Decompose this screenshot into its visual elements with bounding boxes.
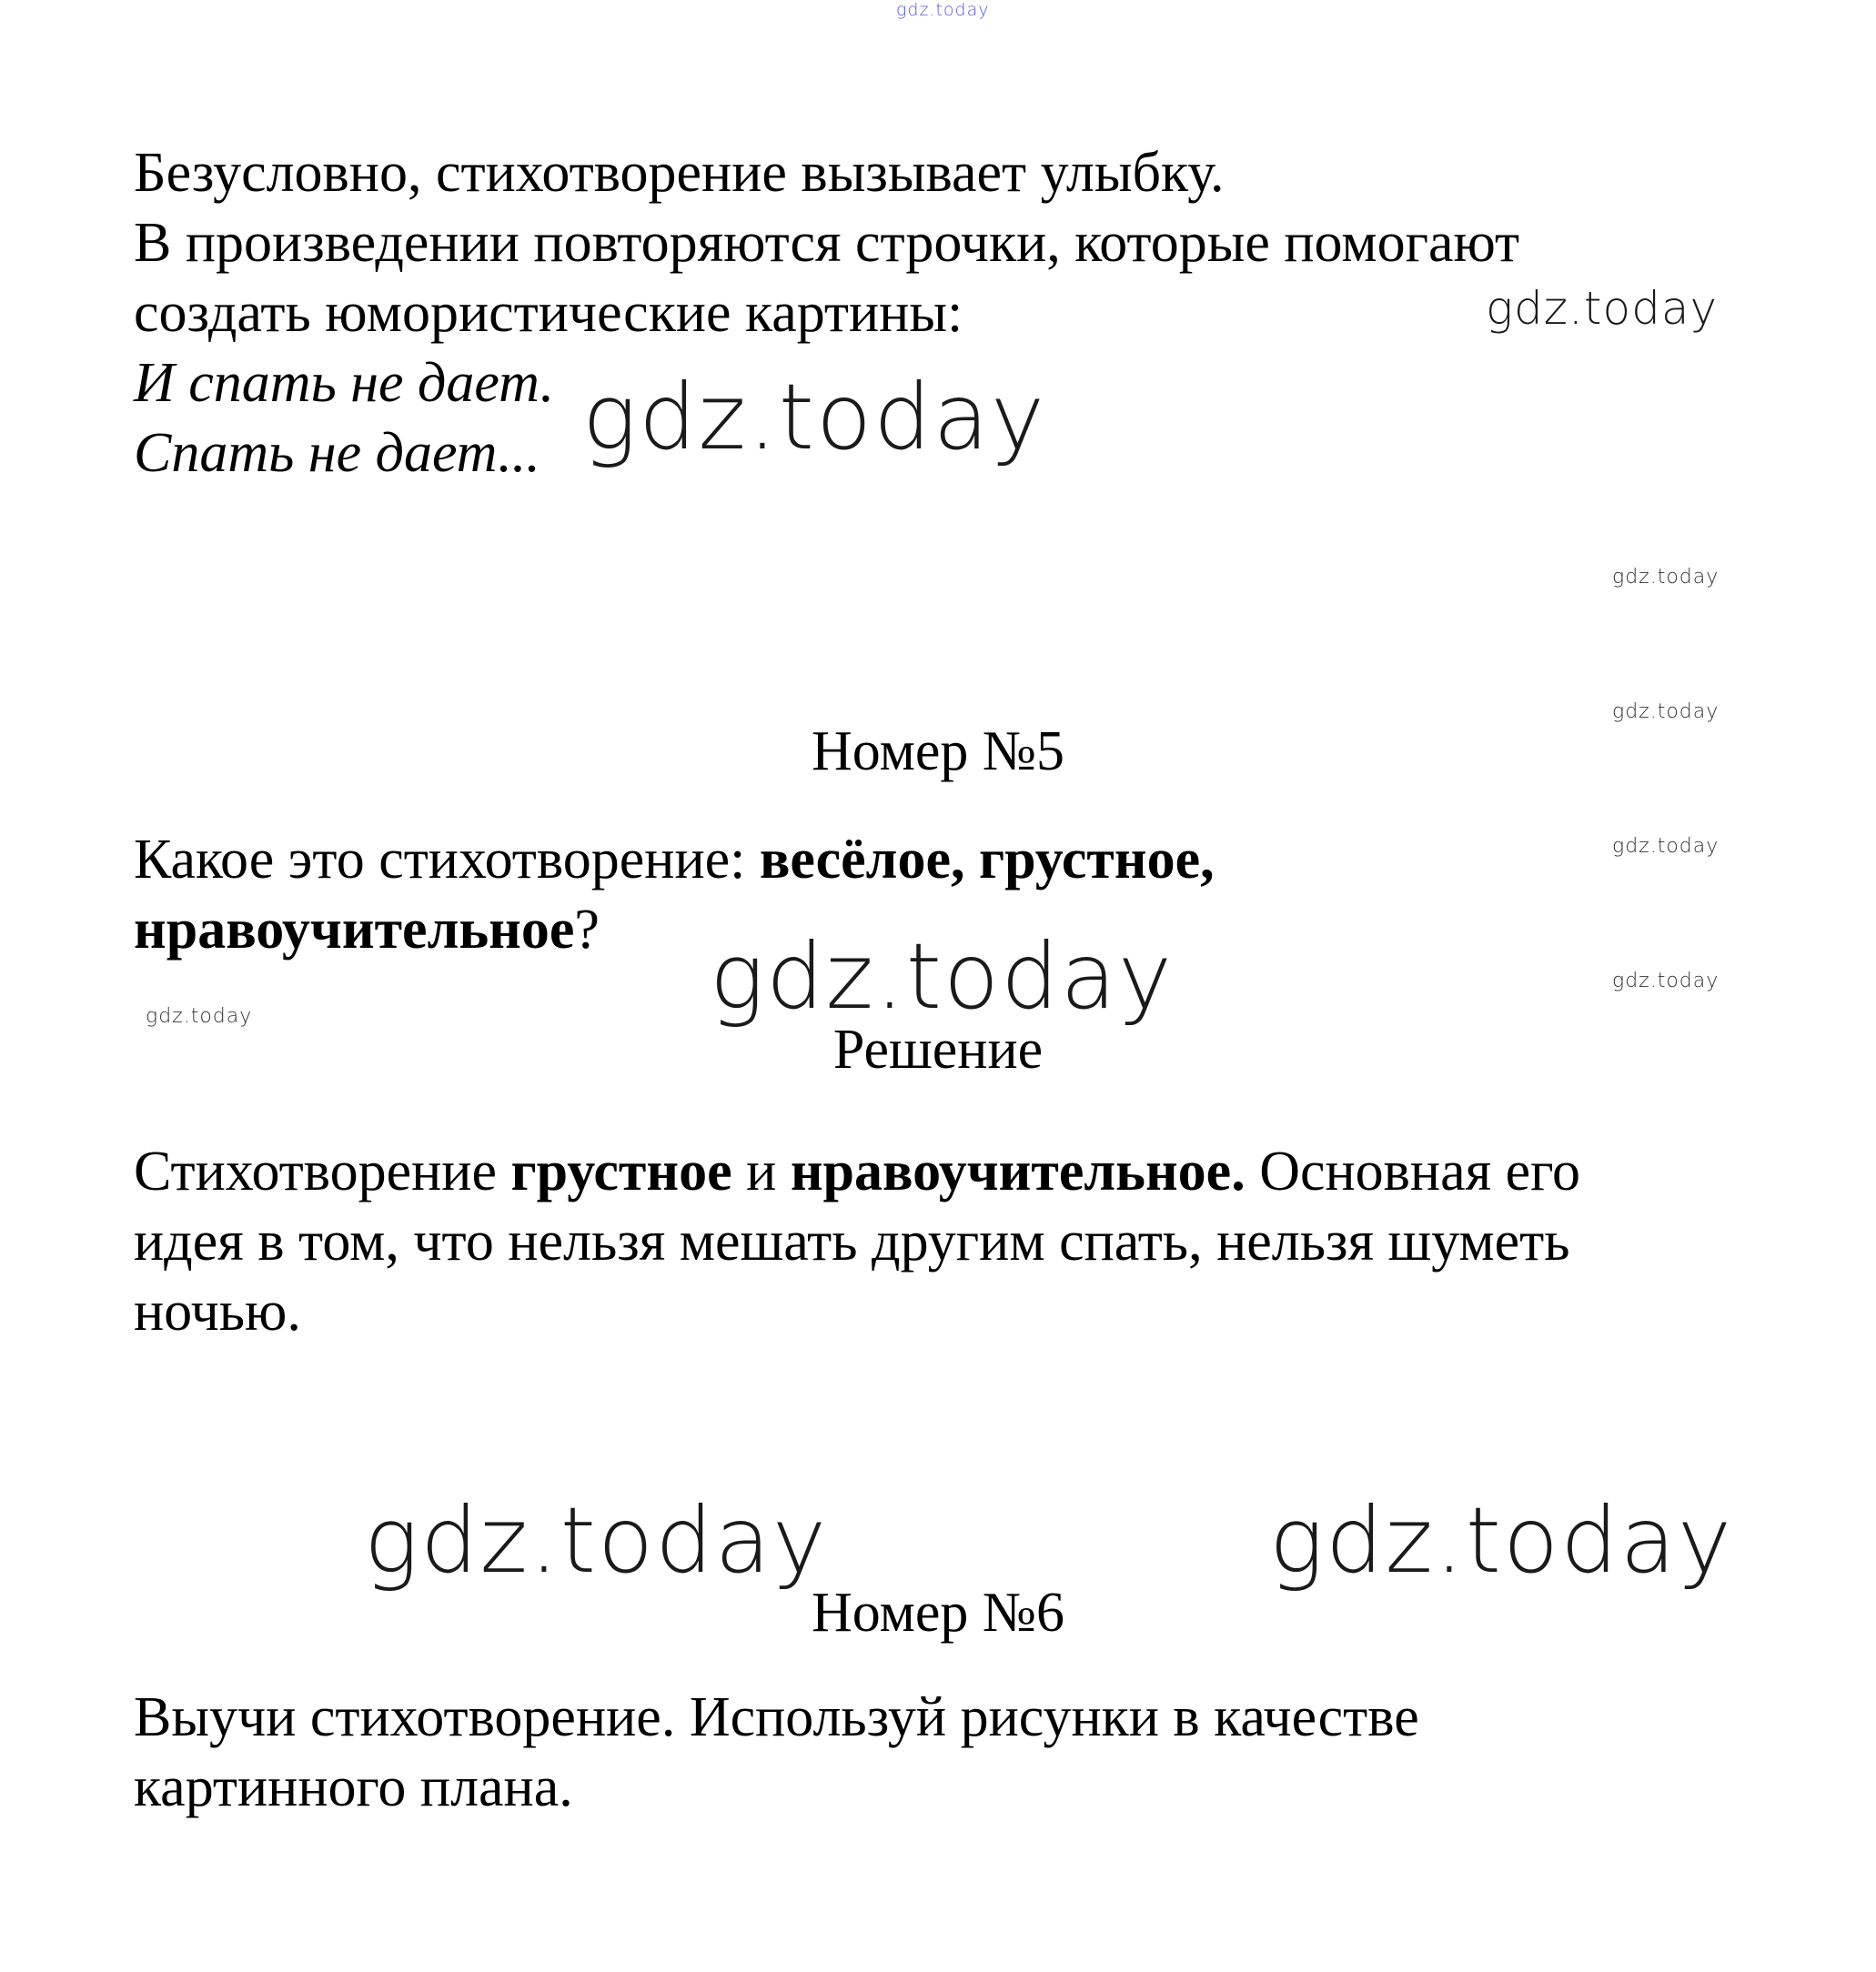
watermark-top: gdz.today <box>896 0 990 20</box>
watermark-small: gdz.today <box>1612 700 1720 723</box>
watermark-small: gdz.today <box>1612 970 1720 992</box>
watermark-small: gdz.today <box>1612 566 1720 589</box>
watermark-large: gdz.today <box>1269 1487 1734 1594</box>
solution-heading: Решение <box>832 1019 1044 1081</box>
answer-text: Стихотворение <box>134 1141 511 1202</box>
question-mark: ? <box>574 899 600 961</box>
watermark-medium: gdz.today <box>1486 282 1719 335</box>
section-heading-5: Номер №5 <box>811 720 1064 782</box>
question-prefix: Какое это стихотворение: <box>134 829 760 890</box>
question-bold-option: нравоучительное <box>134 899 575 961</box>
watermark-large: gdz.today <box>364 1487 829 1594</box>
answer-text: и <box>731 1141 791 1202</box>
answer-text: Основная его <box>1245 1141 1581 1202</box>
answer-line-1 <box>134 1137 1580 1207</box>
quote-line: И спать не дает. <box>134 352 555 414</box>
section-heading-6: Номер №6 <box>811 1582 1064 1644</box>
watermark-large: gdz.today <box>710 923 1175 1030</box>
answer-line-2: идея в том, что нельзя мешать другим спать, нельзя шуметь <box>134 1211 1570 1273</box>
paragraph-line: создать юмористические картины: <box>134 282 963 344</box>
question-line-1 <box>134 825 1215 895</box>
answer-bold: нравоучительное. <box>790 1141 1246 1202</box>
task-line-2: картинного плана. <box>134 1756 573 1818</box>
question-line-2 <box>134 895 600 965</box>
answer-line-3: ночью. <box>134 1281 301 1343</box>
watermark-large: gdz.today <box>582 364 1047 470</box>
watermark-small: gdz.today <box>1612 835 1720 858</box>
paragraph-line: Безусловно, стихотворение вызывает улыбку. <box>134 142 1225 204</box>
watermark-small: gdz.today <box>146 1005 253 1028</box>
quote-line: Спать не дает... <box>134 422 540 484</box>
answer-bold: грустное <box>510 1141 732 1202</box>
paragraph-line: В произведении повторяются строчки, которые помогают <box>134 212 1520 274</box>
task-line-1: Выучи стихотворение. Используй рисунки в качестве <box>134 1686 1419 1748</box>
question-bold-options: весёлое, грустное, <box>759 829 1215 890</box>
